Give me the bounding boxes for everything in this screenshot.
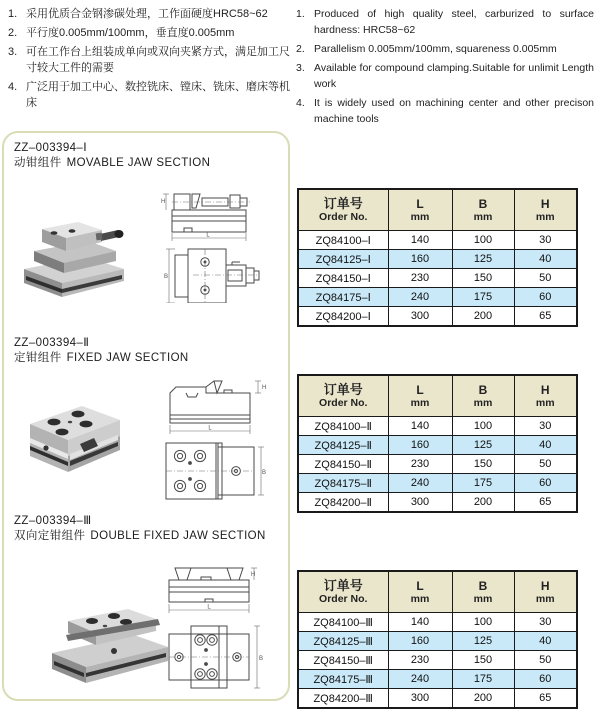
col-header-l: L mm [388, 375, 452, 417]
section-name-en: FIXED JAW SECTION [66, 352, 189, 364]
feature-number: 4. [296, 97, 305, 109]
dimension-cell: 30 [514, 417, 577, 436]
order-no-cell: ZQ84150–Ⅰ [298, 269, 388, 288]
dimension-cell: 65 [514, 493, 577, 513]
dimension-cell: 50 [514, 455, 577, 474]
section-title-fixed-jaw [14, 336, 194, 366]
dimension-cell: 150 [452, 269, 514, 288]
dimension-cell: 125 [452, 436, 514, 455]
top-view-drawing-1 [163, 247, 263, 303]
product-photo-fixed-jaw [20, 394, 128, 486]
order-no-cell: ZQ84200–Ⅰ [298, 307, 388, 327]
feature-item [296, 95, 594, 127]
spec-table-double-fixed-jaw [297, 570, 578, 709]
product-photo-double-fixed-jaw [48, 591, 172, 695]
feature-text: Available for compound clamping.Suitable for unlimit Length work [314, 62, 594, 90]
dimension-cell: 160 [388, 436, 452, 455]
dimension-cell: 140 [388, 613, 452, 632]
feature-item [8, 25, 290, 41]
product-photo-movable-jaw [20, 207, 128, 303]
feature-list-zh [8, 6, 290, 114]
dimension-cell: 240 [388, 474, 452, 493]
order-no-cell: ZQ84175–Ⅲ [298, 670, 388, 689]
feature-item [296, 6, 594, 38]
dimension-cell: 200 [452, 307, 514, 327]
dimension-cell: 65 [514, 307, 577, 327]
dimension-cell: 230 [388, 455, 452, 474]
dimension-cell: 125 [452, 632, 514, 651]
table-row [298, 474, 577, 493]
dimension-cell: 175 [452, 288, 514, 307]
dimension-cell: 200 [452, 689, 514, 709]
dimension-cell: 200 [452, 493, 514, 513]
col-header-h: H mm [514, 571, 577, 613]
dimension-cell: 160 [388, 250, 452, 269]
feature-item [8, 6, 290, 22]
spec-table-fixed-jaw [297, 374, 578, 513]
feature-text: 广泛用于加工中心、数控铣床、镗床、铣床、磨床等机床 [26, 81, 290, 109]
dimension-cell: 50 [514, 269, 577, 288]
section-name-zh: 动钳组件 [14, 157, 62, 169]
order-no-cell: ZQ84100–Ⅱ [298, 417, 388, 436]
order-no-cell: ZQ84175–Ⅰ [298, 288, 388, 307]
dimension-cell: 40 [514, 632, 577, 651]
dimension-cell: 150 [452, 455, 514, 474]
table-row [298, 670, 577, 689]
model-number: ZZ–003394–Ⅰ [14, 142, 88, 154]
model-number: ZZ–003394–Ⅱ [14, 337, 90, 349]
dimension-cell: 125 [452, 250, 514, 269]
dim-label-l: L [207, 604, 211, 611]
table-header-row [298, 375, 577, 417]
section-name-en: MOVABLE JAW SECTION [66, 157, 211, 169]
table-row [298, 689, 577, 709]
dimension-cell: 50 [514, 651, 577, 670]
table-row [298, 436, 577, 455]
col-header-b: B mm [452, 375, 514, 417]
col-header-b: B mm [452, 189, 514, 231]
col-header-l: L mm [388, 189, 452, 231]
col-header-l: L mm [388, 571, 452, 613]
feature-text: 采用优质合金钢渗碳处理，工作面硬度HRC58~62 [26, 8, 268, 20]
order-no-cell: ZQ84175–Ⅱ [298, 474, 388, 493]
dim-label-h: H [251, 572, 256, 578]
order-no-cell: ZQ84100–Ⅲ [298, 613, 388, 632]
section-title-movable-jaw [14, 141, 215, 171]
table-row [298, 455, 577, 474]
section-title-double-fixed-jaw [14, 514, 271, 544]
table-row [298, 613, 577, 632]
dimension-cell: 300 [388, 493, 452, 513]
table-header-row [298, 571, 577, 613]
dimension-cell: 100 [452, 613, 514, 632]
col-header-b: B mm [452, 571, 514, 613]
table-header-row [298, 189, 577, 231]
feature-text: Parallelism 0.005mm/100mm, squareness 0.005mm [314, 43, 557, 55]
dimension-cell: 140 [388, 231, 452, 250]
feature-number: 2. [296, 43, 305, 55]
dimension-cell: 300 [388, 689, 452, 709]
feature-item [296, 60, 594, 92]
feature-item [8, 79, 290, 111]
dimension-cell: 160 [388, 632, 452, 651]
feature-item [8, 44, 290, 76]
dim-label-l: L [206, 232, 210, 239]
col-header-h: H mm [514, 189, 577, 231]
dimension-cell: 60 [514, 474, 577, 493]
dimension-cell: 175 [452, 670, 514, 689]
side-view-drawing-1 [158, 190, 262, 246]
dimension-cell: 30 [514, 231, 577, 250]
col-header-order-no: 订单号 Order No. [298, 375, 388, 417]
col-header-order-no: 订单号 Order No. [298, 571, 388, 613]
table-row [298, 493, 577, 513]
dimension-cell: 300 [388, 307, 452, 327]
table-row [298, 632, 577, 651]
dim-label-h: H [262, 385, 266, 391]
top-view-drawing-3 [163, 622, 265, 692]
table-row [298, 288, 577, 307]
feature-number: 2. [8, 27, 18, 39]
dimension-cell: 175 [452, 474, 514, 493]
dimension-cell: 60 [514, 288, 577, 307]
dimension-cell: 100 [452, 231, 514, 250]
dimension-cell: 240 [388, 288, 452, 307]
order-no-cell: ZQ84150–Ⅲ [298, 651, 388, 670]
order-no-cell: ZQ84200–Ⅱ [298, 493, 388, 513]
table-row [298, 307, 577, 327]
dim-label-b: B [259, 656, 264, 662]
feature-text: 可在工作台上组装成单向或双向夹紧方式，满足加工尺寸较大工件的需要 [26, 46, 290, 74]
dimension-cell: 40 [514, 250, 577, 269]
spec-table-movable-jaw [297, 188, 578, 327]
model-number: ZZ–003394–Ⅲ [14, 515, 92, 527]
dim-label-b: B [164, 274, 169, 280]
feature-text: It is widely used on machining center and other precison machine tools [314, 97, 594, 125]
dim-label-l: L [208, 425, 212, 432]
order-no-cell: ZQ84125–Ⅱ [298, 436, 388, 455]
side-view-drawing-3 [161, 560, 257, 618]
feature-text: 平行度0.005mm/100mm，垂直度0.005mm [26, 27, 235, 39]
section-name-zh: 定钳组件 [14, 352, 62, 364]
side-view-drawing-2 [158, 379, 266, 437]
feature-list-en [296, 6, 594, 130]
order-no-cell: ZQ84125–Ⅰ [298, 250, 388, 269]
dimension-cell: 230 [388, 269, 452, 288]
feature-number: 1. [296, 8, 305, 20]
dimension-cell: 65 [514, 689, 577, 709]
table-row [298, 250, 577, 269]
order-no-cell: ZQ84125–Ⅲ [298, 632, 388, 651]
order-no-cell: ZQ84200–Ⅲ [298, 689, 388, 709]
feature-item [296, 41, 594, 57]
dimension-cell: 100 [452, 417, 514, 436]
feature-text: Produced of high quality steel, carburized to surface hardness: HRC58~62 [314, 8, 594, 36]
feature-number: 3. [8, 46, 18, 58]
dimension-cell: 240 [388, 670, 452, 689]
order-no-cell: ZQ84100–Ⅰ [298, 231, 388, 250]
dim-label-b: B [262, 470, 266, 476]
feature-number: 3. [296, 62, 305, 74]
table-row [298, 417, 577, 436]
dimension-cell: 230 [388, 651, 452, 670]
table-row [298, 269, 577, 288]
section-name-en: DOUBLE FIXED JAW SECTION [90, 530, 266, 542]
order-no-cell: ZQ84150–Ⅱ [298, 455, 388, 474]
table-row [298, 651, 577, 670]
dimension-cell: 150 [452, 651, 514, 670]
col-header-h: H mm [514, 375, 577, 417]
section-name-zh: 双向定钳组件 [14, 530, 86, 542]
feature-number: 4. [8, 81, 18, 93]
top-view-drawing-2 [160, 441, 266, 501]
table-row [298, 231, 577, 250]
dimension-cell: 30 [514, 613, 577, 632]
dimension-cell: 60 [514, 670, 577, 689]
feature-number: 1. [8, 8, 18, 20]
dimension-cell: 140 [388, 417, 452, 436]
dimension-cell: 40 [514, 436, 577, 455]
col-header-order-no: 订单号 Order No. [298, 189, 388, 231]
dim-label-h: H [161, 199, 166, 205]
